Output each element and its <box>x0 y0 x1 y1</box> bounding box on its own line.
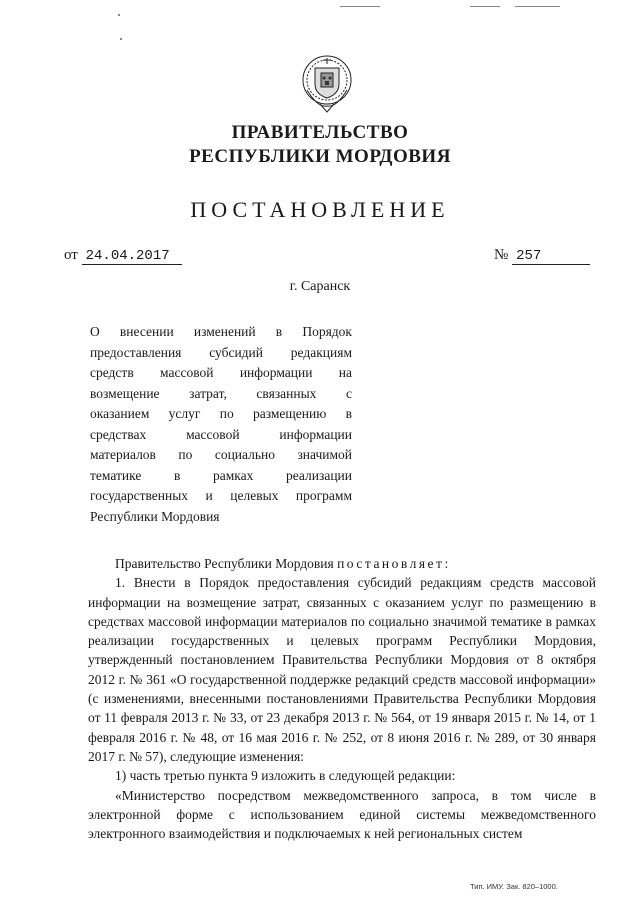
title-line: средств массовой информации на <box>90 365 352 380</box>
document-number: 257 <box>512 248 590 265</box>
scan-artifact <box>470 6 500 7</box>
item-1-paragraph: 1. Внести в Порядок предоставления субсидий редакциям средств массовой информации на возмещение затрат, связанных с оказанием услуг по размещению в средствах массовой информации материалов по социально значимой тематике в рамках реализации государственных и целевых программ Республики Мордовия, утвержденный постановлением Правительства Республики Мордовия от 8 октября 2012 г. № 361 «О государственной поддержке редакций средств массовой информации» (с изменениями, внесенными постановлениями Правительства Республики Мордовия от 11 февраля 2013 г. № 33, от 23 декабря 2013 г. № 564, от 19 января 2015 г. № 14, от 1 февраля 2016 г. № 48, от 16 мая 2016 г. № 252, от 8 июня 2016 г. № 289, от 30 января 2017 г. № 57), следующие изменения: <box>88 575 596 764</box>
title-line: государственных и целевых программ <box>90 488 352 503</box>
date-prefix: от <box>64 247 78 263</box>
document-date: 24.04.2017 <box>82 248 182 265</box>
title-line: средствах массовой информации <box>90 426 352 442</box>
title-line: возмещение затрат, связанных с <box>90 385 352 401</box>
date-row <box>64 247 182 265</box>
document-body <box>88 554 596 843</box>
number-prefix: № <box>494 247 509 263</box>
org-name-line2: РЕСПУБЛИКИ МОРДОВИЯ <box>189 146 451 167</box>
city: г. Саранск <box>289 279 351 294</box>
scan-artifact <box>120 38 122 40</box>
number-row <box>494 247 590 265</box>
quote-paragraph: «Министерство посредством межведомственного запроса, в том числе в электронной форме с использованием единой системы межведомственного электронного взаимодействия и подключаемых к ней региональных систем <box>88 787 596 842</box>
print-mark: Тип. ИМУ. Зак. 820–1000. <box>470 882 558 891</box>
title-line: О внесении изменений в Порядок <box>90 324 352 339</box>
title-line: предоставления субсидий редакциям <box>90 344 352 360</box>
document-type: ПОСТАНОВЛЕНИЕ <box>190 197 450 222</box>
title-line: Республики Мордовия <box>90 508 220 524</box>
document-title <box>90 322 352 527</box>
intro-keyword: постановляет <box>337 556 445 571</box>
coat-of-arms-icon <box>298 50 356 114</box>
title-line: тематике в рамках реализации <box>90 467 352 483</box>
title-line: оказанием услуг по размещению в <box>90 406 352 421</box>
scan-artifact <box>515 6 560 7</box>
intro-paragraph <box>88 554 596 573</box>
intro-suffix: : <box>444 556 449 571</box>
title-line: материалов по социально значимой <box>90 447 352 462</box>
scan-artifact <box>118 14 120 16</box>
intro-prefix: Правительство Республики Мордовия <box>115 556 338 571</box>
org-name-line1: ПРАВИТЕЛЬСТВО <box>231 122 409 143</box>
scan-artifact <box>340 6 380 7</box>
subitem-1-paragraph: 1) часть третью пункта 9 изложить в следующей редакции: <box>115 768 456 784</box>
